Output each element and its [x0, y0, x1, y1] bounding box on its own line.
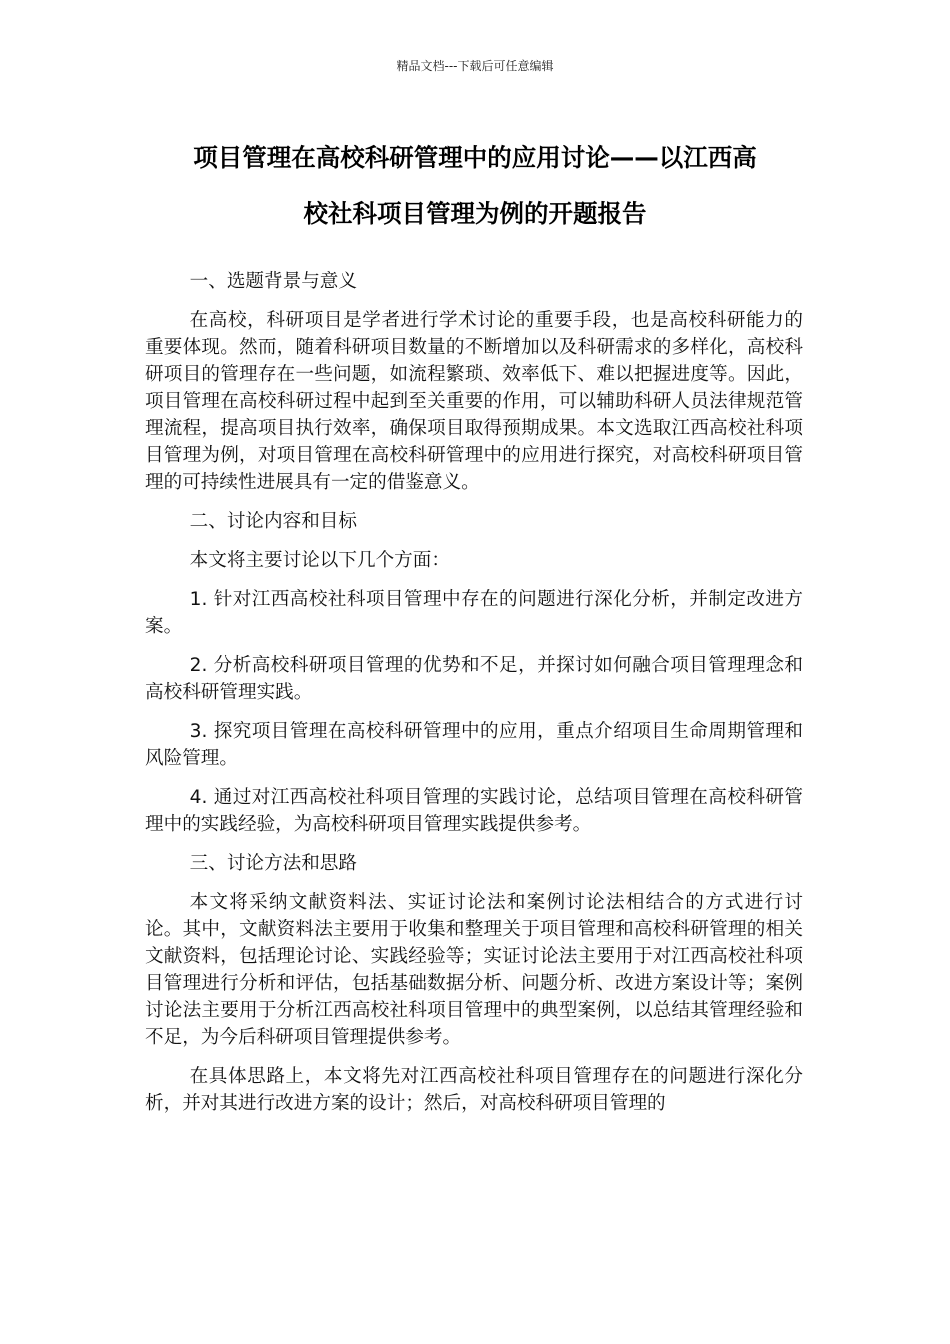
section-3-heading: 三、讨论方法和思路 — [189, 853, 357, 874]
section-1-paragraph: 在高校，科研项目是学者进行学术讨论的重要手段，也是高校科研能力的重要体现。然而，随着科研项目数量的不断增加以及科研需求的多样化，高校科研项目的管理存在一些问题，如流程繁琐、效率低下、难以把握进度等。因此，项目管理在高校科研过程中起到至关重要的作用，可以辅助科研人员法律规范管理流程，提高项目执行效率，确保项目取得预期成果。本文选取江西高校社科项目管理为例，对项目管理在高校科研管理中的应用进行探究，对高校科研项目管理的可持续性进展具有一定的借鉴意义。 — [145, 310, 803, 493]
section-2-heading: 二、讨论内容和目标 — [189, 511, 357, 532]
section-2-intro: 本文将主要讨论以下几个方面： — [189, 550, 450, 571]
section-3-paragraph-2: 在具体思路上，本文将先对江西高校社科项目管理存在的问题进行深化分析，并对其进行改进方案的设计；然后，对高校科研项目管理的 — [145, 1066, 803, 1114]
section-2-item-4: 4. 通过对江西高校社科项目管理的实践讨论，总结项目管理在高校科研管理中的实践经验，为高校科研项目管理实践提供参考。 — [145, 787, 803, 835]
page-header: 精品文档---下载后可任意编辑 — [396, 59, 554, 73]
document-title — [140, 130, 810, 242]
section-2-item-1: 1. 针对江西高校社科项目管理中存在的问题进行深化分析，并制定改进方案。 — [145, 589, 803, 637]
document-title-line-2: 校社科项目管理为例的开题报告 — [303, 199, 647, 228]
document-body — [145, 268, 803, 1129]
section-3-paragraph-1: 本文将采纳文献资料法、实证讨论法和案例讨论法相结合的方式进行讨论。其中，文献资料法主要用于收集和整理关于项目管理和高校科研管理的相关文献资料，包括理论讨论、实践经验等；实证讨论法主要用于对江西高校社科项目管理进行分析和评估，包括基础数据分析、问题分析、改进方案设计等；案例讨论法主要用于分析江西高校社科项目管理中的典型案例，以总结其管理经验和不足，为今后科研项目管理提供参考。 — [145, 892, 803, 1048]
section-2-item-3: 3. 探究项目管理在高校科研管理中的应用，重点介绍项目生命周期管理和风险管理。 — [145, 721, 803, 769]
document-title-line-1: 项目管理在高校科研管理中的应用讨论——以江西高 — [193, 143, 757, 172]
section-2-item-2: 2. 分析高校科研项目管理的优势和不足，并探讨如何融合项目管理理念和高校科研管理实践。 — [145, 655, 803, 703]
section-1-heading: 一、选题背景与意义 — [189, 271, 357, 292]
